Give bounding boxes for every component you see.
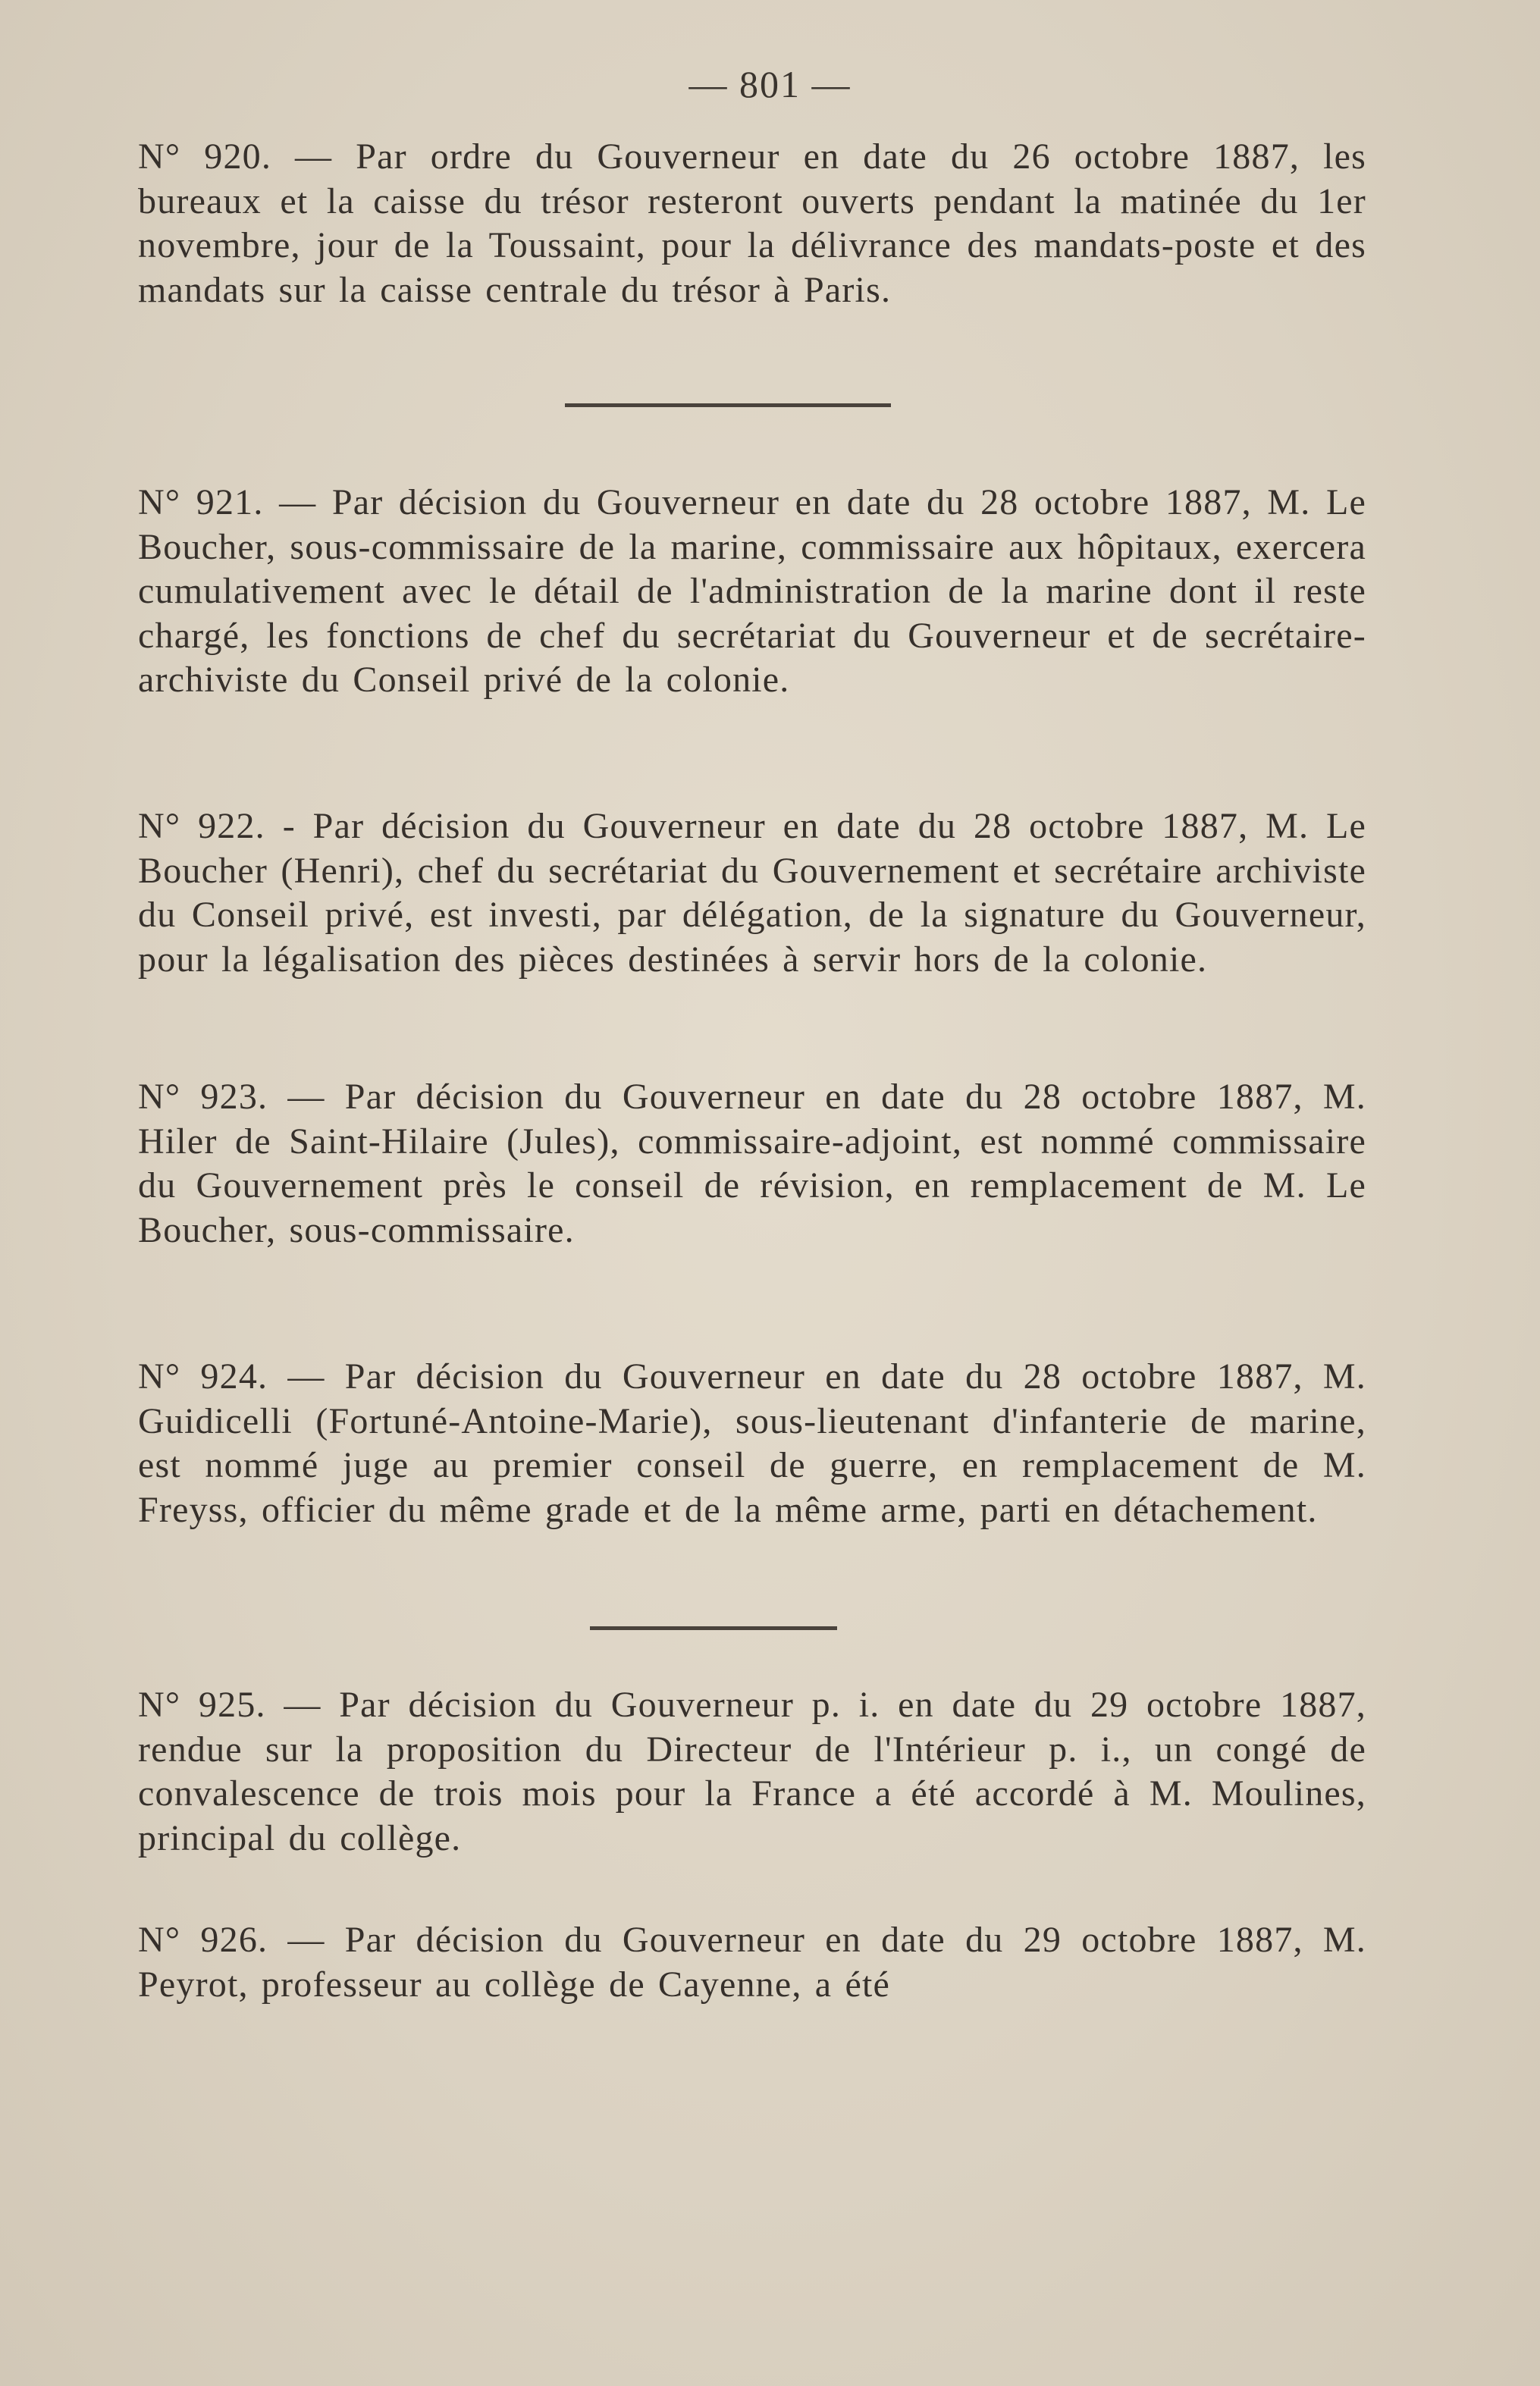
entry-number: N° 922. — [138, 806, 265, 846]
entry-922 — [96, 804, 1366, 982]
entry-number: N° 924. — [138, 1356, 268, 1397]
entry-924 — [96, 1355, 1366, 1532]
entry-921 — [96, 481, 1366, 703]
entry-text: — Par ordre du Gouverneur en date du 26 octobre 1887, les bureaux et la caisse du trésor resteront ouverts pendant la matinée du 1er novembre, jour de la Toussaint, pour la délivrance des mandats-poste et des mandats sur la caisse centrale du trésor à Paris. — [138, 136, 1366, 310]
entry-number: N° 925. — [138, 1685, 266, 1725]
entry-number: N° 921. — [138, 482, 264, 522]
entry-920 — [96, 135, 1366, 312]
entry-text: — Par décision du Gouverneur en date du 28 octobre 1887, M. Guidicelli (Fortuné-Antoine-Marie), sous-lieutenant d'infanterie de marine, est nommé juge au premier conseil de guerre, en remplacement de M. Freyss, officier du même grade et de la même arme, parti en détachement. — [138, 1356, 1366, 1530]
entry-number: N° 926. — [138, 1920, 268, 1960]
separator-rule — [590, 1626, 837, 1630]
entry-number: N° 920. — [138, 136, 272, 177]
entry-number: N° 923. — [138, 1077, 268, 1117]
page-number: — 801 — — [688, 63, 852, 105]
entry-text: — Par décision du Gouverneur en date du 28 octobre 1887, M. Le Boucher, sous-commissaire de la marine, commissaire aux hôpitaux, exercera cumulativement avec le détail de l'administration de la marine dont il reste chargé, les fonctions de chef du secrétariat du Gouverneur et de secrétaire-archiviste du Conseil privé de la colonie. — [138, 482, 1366, 700]
entry-text: — Par décision du Gouverneur en date du 29 octobre 1887, M. Peyrot, professeur au collège de Cayenne, a été — [138, 1920, 1366, 2005]
entry-text: - Par décision du Gouverneur en date du 28 octobre 1887, M. Le Boucher (Henri), chef du secrétariat du Gouvernement et secrétaire archiviste du Conseil privé, est investi, par délégation, de la signature du Gouverneur, pour la légalisation des pièces destinées à servir hors de la colonie. — [138, 806, 1367, 980]
entry-926 — [96, 1918, 1366, 2007]
entry-text: — Par décision du Gouverneur p. i. en date du 29 octobre 1887, rendue sur la proposition du Directeur de l'Intérieur p. i., un congé de convalescence de trois mois pour la France a été accordé à M. Moulines, principal du collège. — [138, 1685, 1366, 1858]
entry-925 — [96, 1683, 1366, 1861]
entry-text: — Par décision du Gouverneur en date du 28 octobre 1887, M. Hiler de Saint-Hilaire (Jules), commissaire-adjoint, est nommé commissaire du Gouvernement près le conseil de révision, en remplacement de M. Le Boucher, sous-commissaire. — [138, 1077, 1366, 1250]
separator-rule — [565, 403, 891, 407]
entry-923 — [96, 1075, 1366, 1253]
